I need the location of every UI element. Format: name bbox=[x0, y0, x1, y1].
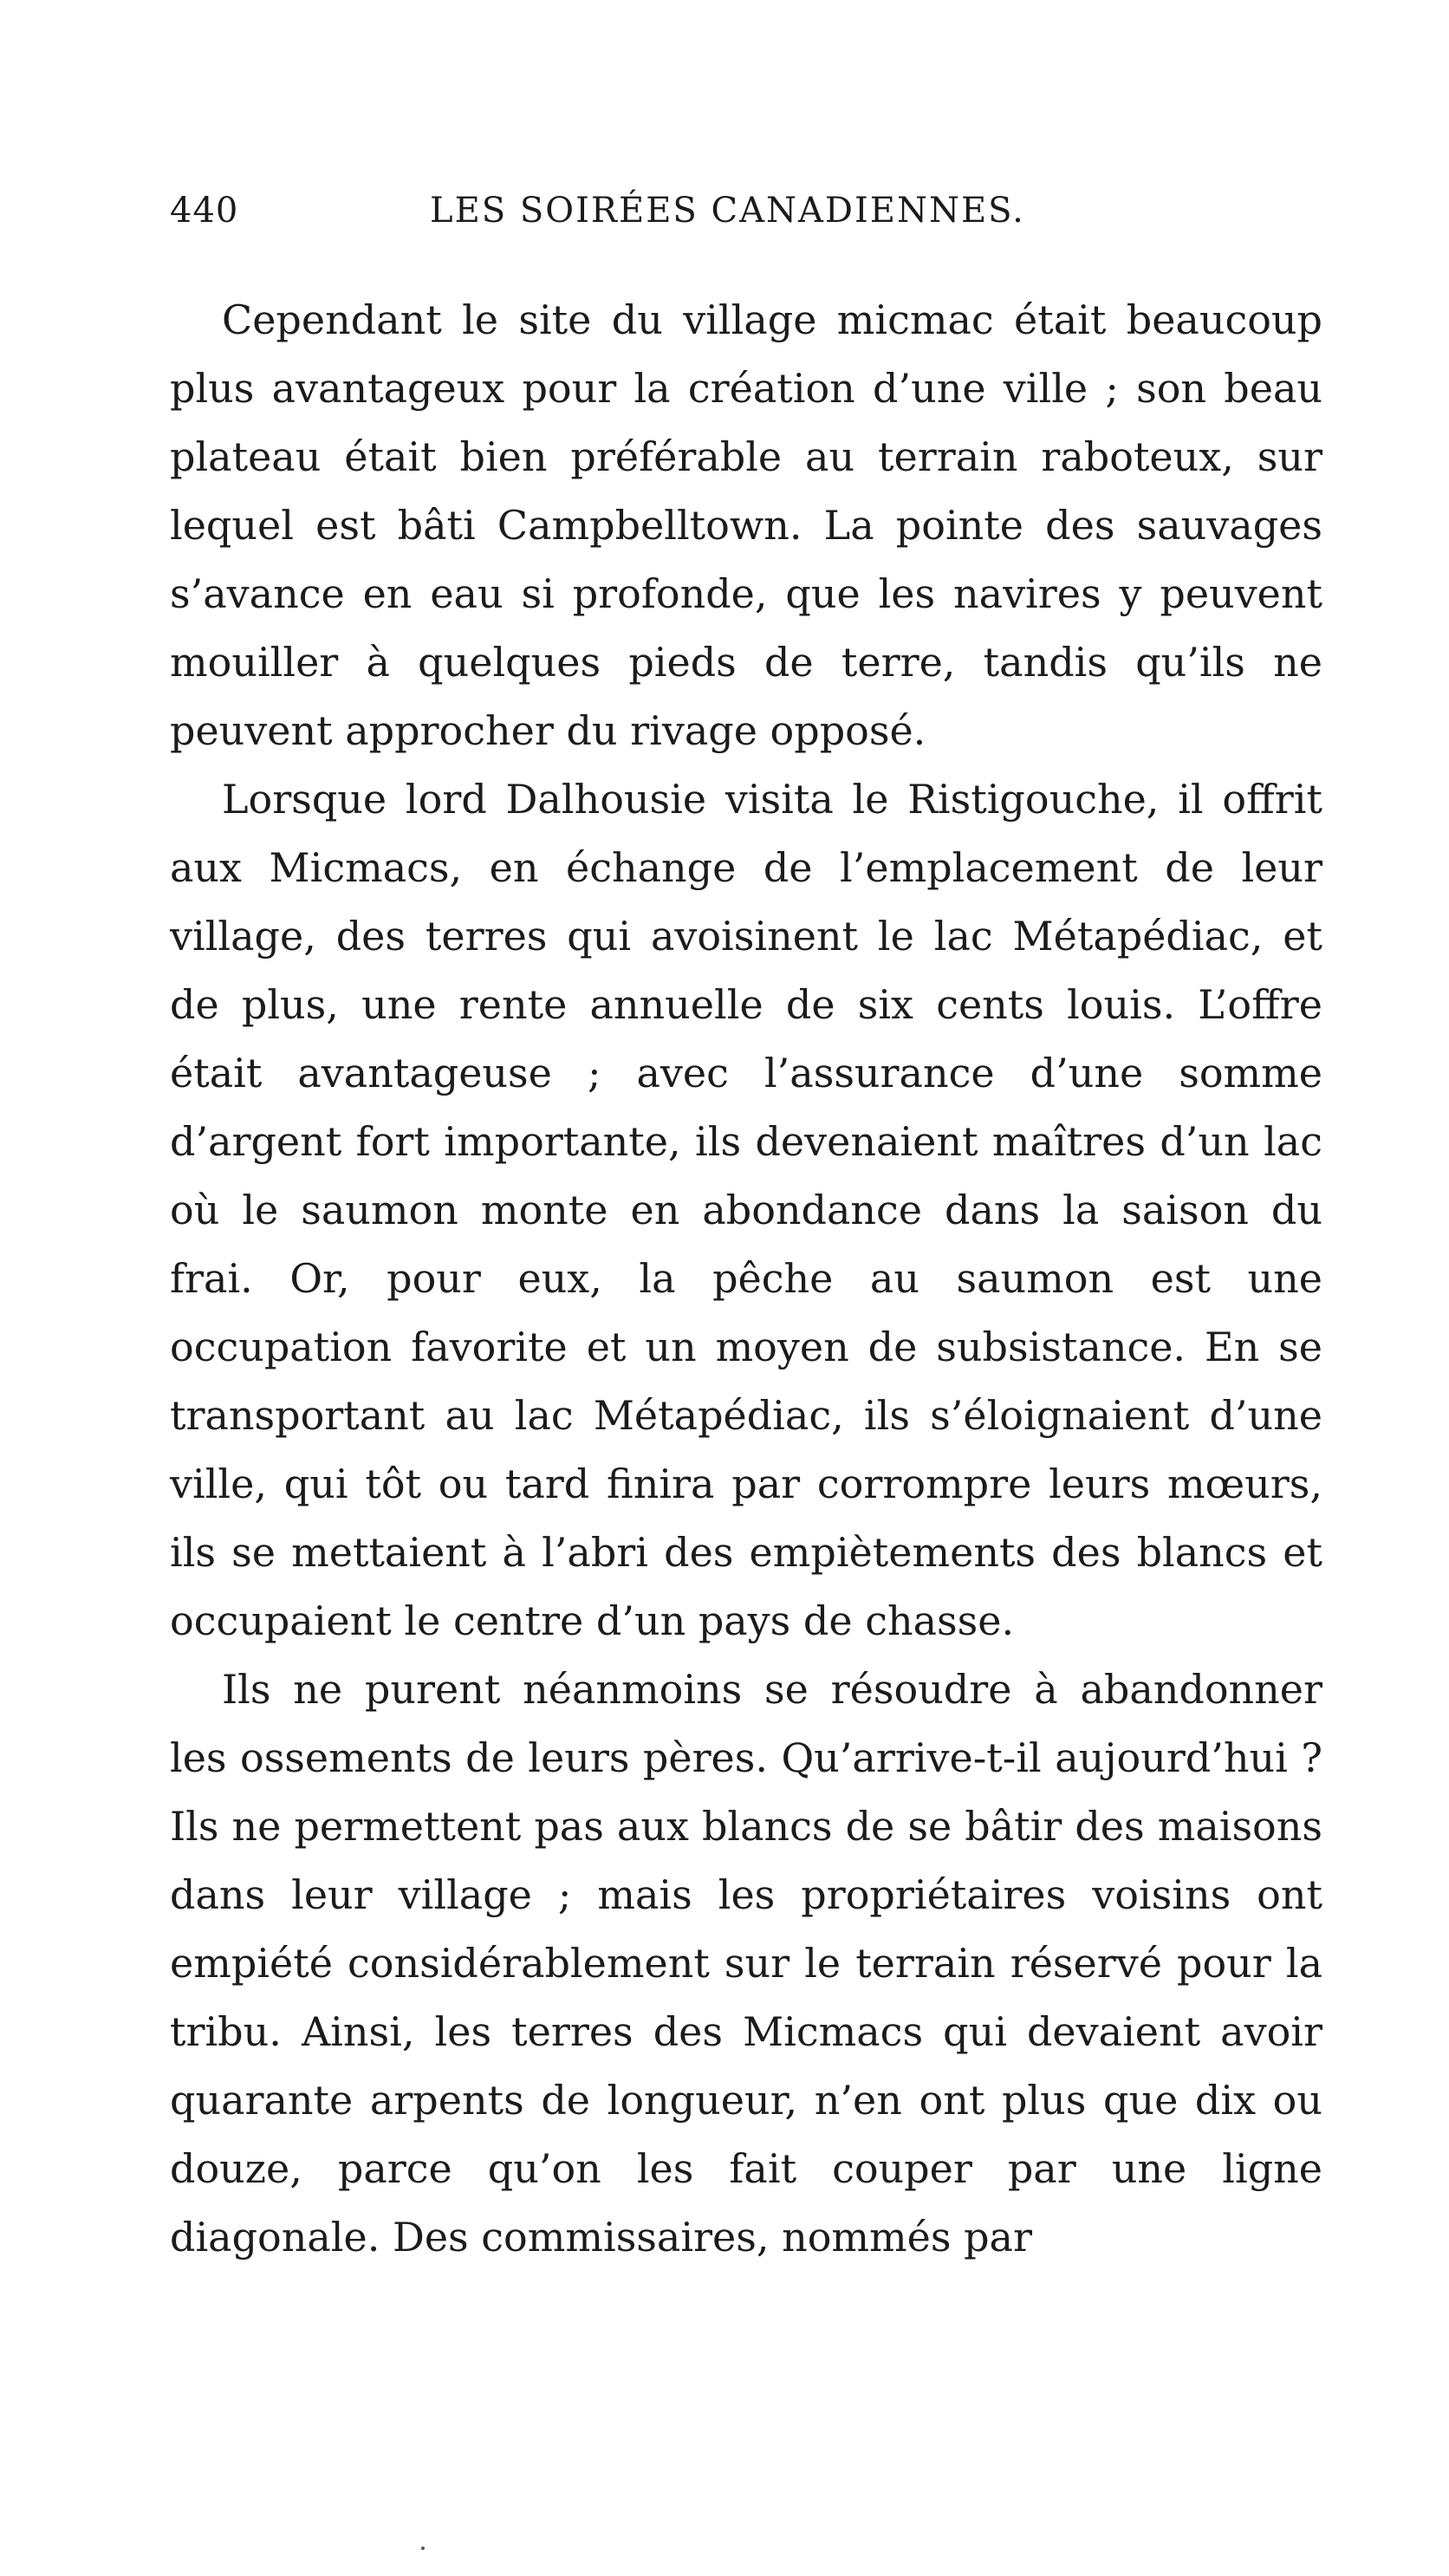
page-number: 440 bbox=[170, 191, 239, 231]
ink-speck bbox=[421, 2547, 425, 2550]
body-text bbox=[170, 286, 1322, 2272]
running-head bbox=[170, 191, 1296, 243]
paragraph-2: Lorsque lord Dalhousie visita le Ristigouche, il offrit aux Micmacs, en échange de l’emplacement de leur village, des terres qui avoisinent le lac Métapédiac, et de plus, une rente annuelle de six cents louis. L’offre était avantageuse ; avec l’assurance d’une somme d’argent fort importante, ils devenaient maîtres d’un lac où le saumon monte en abondance dans la saison du frai. Or, pour eux, la pêche au saumon est une occupation favorite et un moyen de subsistance. En se transportant au lac Métapédiac, ils s’éloignaient d’une ville, qui tôt ou tard finira par corrompre leurs mœurs, ils se mettaient à l’abri des empiètements des blancs et occupaient le centre d’un pays de chasse. bbox=[170, 776, 1322, 1644]
paragraph-1: Cependant le site du village micmac était beaucoup plus avantageux pour la création d’une ville ; son beau plateau était bien préférable au terrain raboteux, sur lequel est bâti Campbelltown. La pointe des sauvages s’avance en eau si profonde, que les navires y peuvent mouiller à quelques pieds de terre, tandis qu’ils ne peuvent approcher du rivage opposé. bbox=[170, 296, 1322, 754]
paragraph-3: Ils ne purent néanmoins se résoudre à abandonner les ossements de leurs pères. Qu’arrive-t-il aujourd’hui ? Ils ne permettent pas aux blancs de se bâtir des maisons dans leur village ; mais les propriétaires voisins ont empiété considérablement sur le terrain réservé pour la tribu. Ainsi, les terres des Micmacs qui devaient avoir quarante arpents de longueur, n’en ont plus que dix ou douze, parce qu’on les fait couper par une ligne diagonale. Des commissaires, nommés par bbox=[170, 1666, 1322, 2261]
running-title: LES SOIRÉES CANADIENNES. bbox=[430, 191, 1025, 231]
